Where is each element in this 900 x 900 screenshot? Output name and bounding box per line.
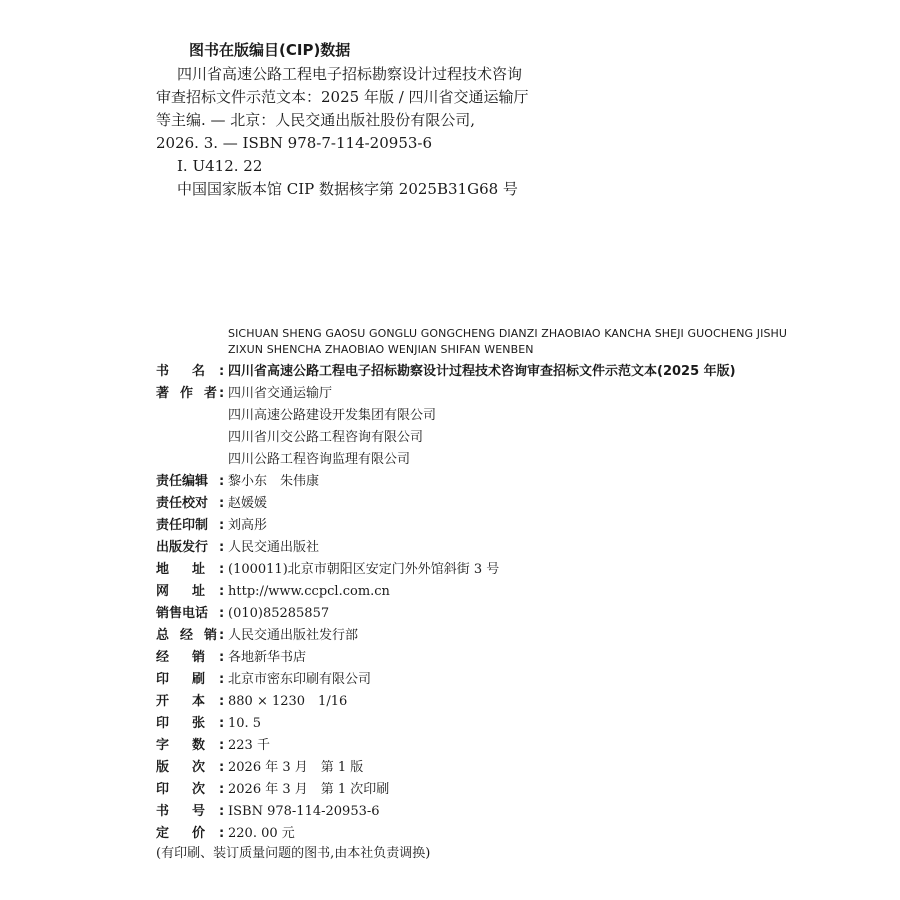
label-printer: 印 刷 xyxy=(156,672,206,687)
label-word-count: 字 数 xyxy=(156,738,206,753)
quality-note: (有印刷、装订质量问题的图书,由本社负责调换) xyxy=(156,846,431,861)
value-author-2: 四川高速公路建设开发集团有限公司 xyxy=(228,408,437,423)
value-printing-supervisor: 刘高彤 xyxy=(228,518,268,533)
value-author-3: 四川省川交公路工程咨询有限公司 xyxy=(228,430,424,445)
value-author-1: 四川省交通运输厅 xyxy=(228,386,333,401)
value-price: 220. 00 元 xyxy=(228,826,295,841)
cip-title: 图书在版编目(CIP)数据 xyxy=(189,41,351,59)
value-address: (100011)北京市朝阳区安定门外外馆斜街 3 号 xyxy=(228,562,500,577)
cip-line-6: 中国国家版本馆 CIP 数据核字第 2025B31G68 号 xyxy=(177,180,518,198)
label-distributor: 经 销 xyxy=(156,650,206,665)
label-printing-supervisor: 责任印制 xyxy=(156,518,209,533)
label-sales-phone: 销售电话 xyxy=(156,606,209,621)
label-editors: 责任编辑 xyxy=(156,474,209,489)
value-distributor-general: 人民交通出版社发行部 xyxy=(228,628,359,643)
value-author-4: 四川公路工程咨询监理有限公司 xyxy=(228,452,411,467)
label-publisher: 出版发行 xyxy=(156,540,209,555)
label-book-name: 书 名 xyxy=(156,364,206,379)
label-distributor-general: 总 经 销 xyxy=(156,628,218,643)
label-authors: 著 作 者 xyxy=(156,386,218,401)
value-book-name: 四川省高速公路工程电子招标勘察设计过程技术咨询审查招标文件示范文本(2025 年版) xyxy=(228,364,736,379)
value-sales-phone: (010)85285857 xyxy=(228,606,330,621)
value-sheets: 10. 5 xyxy=(228,716,262,731)
cip-line-3: 等主编. — 北京：人民交通出版社股份有限公司, xyxy=(156,111,476,129)
value-printer: 北京市密东印刷有限公司 xyxy=(228,672,372,687)
pinyin-title-line-1: SICHUAN SHENG GAOSU GONGLU GONGCHENG DIANZI ZHAOBIAO KANCHA SHEJI GUOCHENG JISHU xyxy=(228,327,788,340)
value-proofreader: 赵媛媛 xyxy=(228,496,268,511)
label-impression: 印 次 xyxy=(156,782,206,797)
cip-line-1: 四川省高速公路工程电子招标勘察设计过程技术咨询 xyxy=(177,65,523,83)
label-book-number: 书 号 xyxy=(156,804,206,819)
value-word-count: 223 千 xyxy=(228,738,270,753)
value-edition: 2026 年 3 月 第 1 版 xyxy=(228,760,364,775)
cip-line-4: 2026. 3. — ISBN 978-7-114-20953-6 xyxy=(156,134,433,152)
value-book-number: ISBN 978-114-20953-6 xyxy=(228,804,380,819)
value-publisher: 人民交通出版社 xyxy=(228,540,320,555)
value-format: 880 × 1230 1/16 xyxy=(228,694,348,709)
cip-line-5: Ⅰ. U412. 22 xyxy=(177,157,263,175)
label-proofreader: 责任校对 xyxy=(156,496,209,511)
value-impression: 2026 年 3 月 第 1 次印刷 xyxy=(228,782,390,797)
label-edition: 版 次 xyxy=(156,760,206,775)
label-format: 开 本 xyxy=(156,694,206,709)
value-website: http://www.ccpcl.com.cn xyxy=(228,584,390,599)
cip-line-2: 审查招标文件示范文本：2025 年版 / 四川省交通运输厅 xyxy=(156,88,529,106)
value-editors: 黎小东 朱伟康 xyxy=(228,474,320,489)
label-address: 地 址 xyxy=(156,562,206,577)
value-distributor: 各地新华书店 xyxy=(228,650,307,665)
pinyin-title-line-2: ZIXUN SHENCHA ZHAOBIAO WENJIAN SHIFAN WENBEN xyxy=(228,343,534,356)
label-sheets: 印 张 xyxy=(156,716,206,731)
label-price: 定 价 xyxy=(156,826,206,841)
label-website: 网 址 xyxy=(156,584,206,599)
